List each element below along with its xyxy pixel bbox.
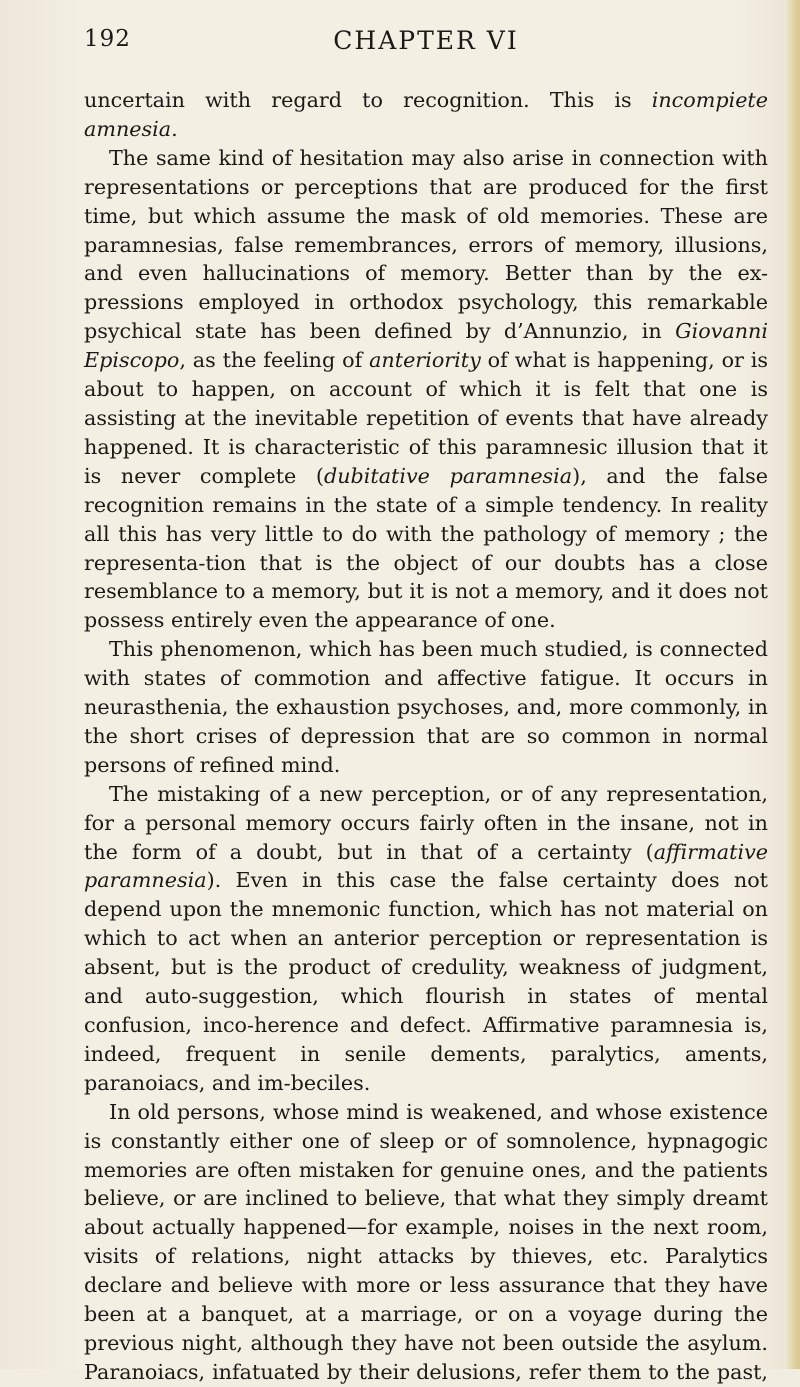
- running-head: CHAPTER VI: [333, 26, 519, 55]
- page-header: [84, 26, 768, 66]
- page-number: 192: [84, 26, 131, 52]
- page-edge-gilding: [786, 0, 800, 1369]
- text-run: of what is happening, or is about to happen, on account of which it is felt that one is assisting at the inevitable repetition of events that have already happened. It is characteristic of this paramnesic illusion that it is never complete (: [84, 348, 769, 488]
- paragraph-1: [84, 86, 768, 144]
- italic-term: dubitative paramnesia: [323, 463, 573, 488]
- paragraph-5: In old persons, whose mind is weakened, and whose existence is constantly either one of sleep or of somnolence, hypnagogic memories are often mistaken for genuine ones, and the patients believe, or are inclined to believe, that what they simply dreamt about actually happened—for example, noises in the next room, visits of relations, night attacks by thieves, etc. Paralytics declare and believe with more or less assurance that they have been at a banquet, at a marriage, or on a voyage during the previous night, although they have not been outside the asylum. Paranoiacs, infatuated by their delusions, refer them to the past,: [84, 1099, 768, 1384]
- text-run: uncertain with regard to recognition. This is: [84, 88, 652, 112]
- text-run: ). Even in this case the false certainty does not depend upon the mnemonic function, which has not material on which to act when an anterior perception or representation is absent, but is the product of credulity, weakness of judgment, and auto-suggestion, which flourish in states of mental confusion, inco-herence and defect. Affirmative paramnesia is, indeed, frequent in senile dements, paralytics, aments, paranoiacs, and im-beciles.: [84, 868, 768, 1095]
- text-run: .: [171, 116, 178, 141]
- italic-title: Giovanni Episcopo: [84, 319, 768, 373]
- text-run: The same kind of hesitation may also arise in connection with representations or perceptions that are produced for the first time, but which assume the mask of old memories. These are paramnesias, false remembrances, errors of memory, illusions, and even hallucinations of memory. Better than by the ex-pressions employed in orthodox psychology, this remarkable psychical state has been defined by d’Annunzio, in: [84, 145, 768, 344]
- italic-term: incompiete amnesia: [84, 88, 768, 141]
- text-run: , as the feeling of: [179, 348, 370, 373]
- paragraph-2: [84, 144, 768, 635]
- body-text: [84, 86, 768, 1387]
- paragraph-4: [84, 780, 768, 1098]
- italic-term: affirmative paramnesia: [84, 839, 768, 893]
- italic-term: anteriority: [369, 348, 481, 373]
- text-run: The mistaking of a new perception, or of any representation, for a personal memory occurs fairly often in the insane, not in the form of a doubt, but in that of a certainty (: [84, 781, 768, 864]
- paragraph-3: This phenomenon, which has been much studied, is connected with states of commotion and affective fatigue. It occurs in neurasthenia, the exhaustion psychoses, and, more commonly, in the short crises of depression that are so common in normal persons of refined mind.: [84, 637, 768, 777]
- text-run: ), and the false recognition remains in the state of a simple tendency. In reality all this has very little to do with the pathology of memory ; the representa-tion that is the object of our doubts has a close resemblance to a memory, but it is not a memory, and it does not possess entirely even the appearance of one.: [84, 463, 768, 633]
